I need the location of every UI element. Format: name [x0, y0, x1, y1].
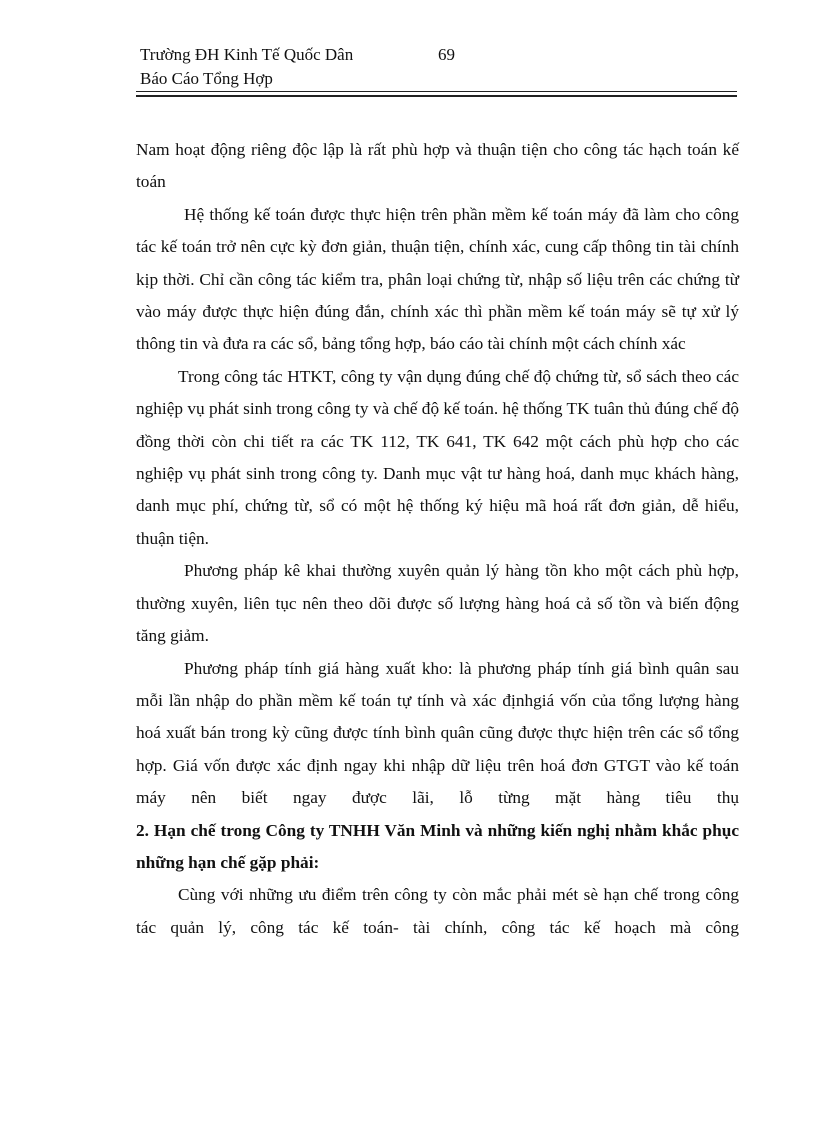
paragraph-6: Cùng với những ưu điểm trên công ty còn mắc phải mét sè hạn chế trong công tác quản lý, công tác kế toán- tài chính, công tác kế hoạch mà công [136, 885, 739, 937]
paragraph-3: Trong công tác HTKT, công ty vận dụng đúng chế độ chứng từ, sổ sách theo các nghiệp vụ phát sinh trong công ty và chế độ kế toán. hệ thống TK tuân thủ đúng chế độ đồng thời còn chi tiết ra các TK 112, TK 641, TK 642 một cách phù hợp cho các nghiệp vụ phát sinh trong công ty. Danh mục vật tư hàng hoá, danh mục khách hàng, danh mục phí, chứng từ, sổ có một hệ thống ký hiệu mã hoá rất đơn giản, dễ hiểu, thuận tiện. [136, 366, 739, 548]
paragraph-4: Phương pháp kê khai thường xuyên quản lý hàng tồn kho một cách phù hợp, thường xuyên, liên tục nên theo dõi được số lượng hàng hoá cả số tồn và biến động tăng giảm. [136, 561, 739, 646]
header-school-name: Trường ĐH Kinh Tế Quốc Dân [140, 45, 354, 64]
paragraph-5: Phương pháp tính giá hàng xuất kho: là phương pháp tính giá bình quân sau mỗi lần nhập do phần mềm kế toán tự tính và xác địnhgiá vốn của tổng lượng hàng hoá xuất bán trong kỳ cũng được tính bình quân cũng được thực hiện trên các sổ tổng hợp. Giá vốn được xác định ngay khi nhập dữ liệu trên hoá đơn GTGT vào kế toán máy nên biết ngay được lãi, lỗ từng mặt hàng tiêu thụ [136, 658, 739, 808]
section-heading: 2. Hạn chế trong Công ty TNHH Văn Minh và những kiến nghị nhằm khắc phục những hạn chế gặp phải: [136, 820, 739, 872]
paragraph-2: Hệ thống kế toán được thực hiện trên phần mềm kế toán máy đã làm cho công tác kế toán trở nên cực kỳ đơn giản, thuận tiện, chính xác, cung cấp thông tin tài chính kịp thời. Chỉ cần công tác kiểm tra, phân loại chứng từ, nhập số liệu trên các chứng từ vào máy được thực hiện đúng đắn, chính xác thì phần mềm kế toán máy sẽ tự xử lý thông tin và đưa ra các sổ, bảng tổng hợp, báo cáo tài chính một cách chính xác [136, 204, 739, 354]
header-rule-thick [136, 95, 737, 97]
page-number: 69 [438, 45, 455, 64]
header-report-title: Báo Cáo Tổng Hợp [140, 69, 273, 88]
document-body [136, 134, 739, 944]
header-rule-thin [136, 91, 737, 92]
paragraph-1: Nam hoạt động riêng độc lập là rất phù hợp và thuận tiện cho công tác hạch toán kế toán [136, 140, 739, 192]
